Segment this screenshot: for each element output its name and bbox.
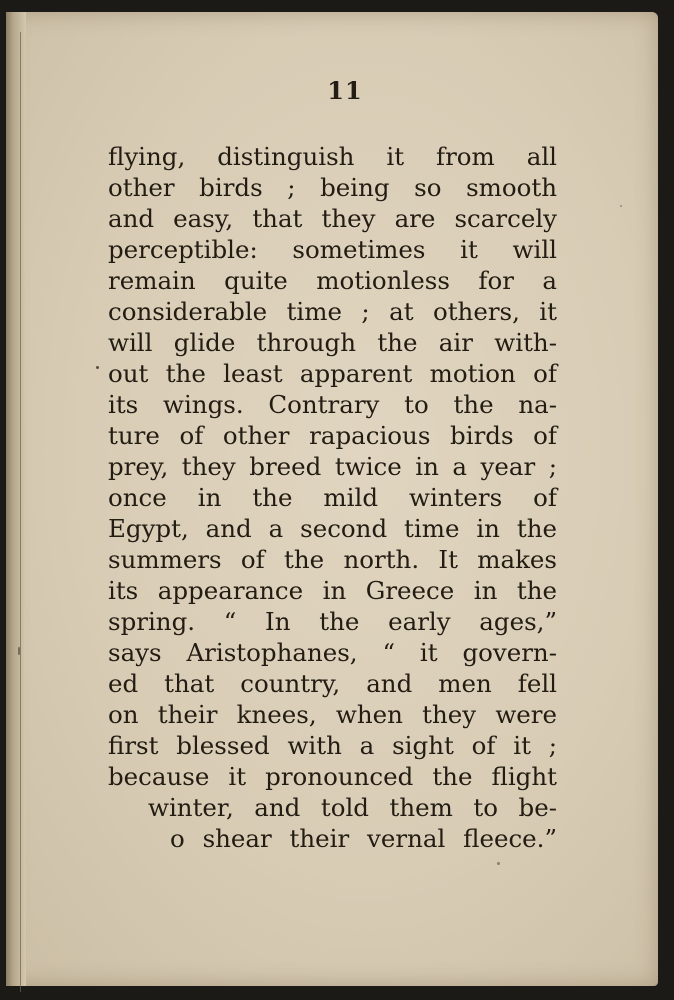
text-line: because it pronounced the flight — [108, 762, 557, 791]
text-line: perceptible: sometimes it will — [108, 235, 557, 264]
text-line: ed that country, and men fell — [108, 669, 557, 698]
gutter-fold-line — [20, 32, 21, 992]
paper-speck — [497, 862, 500, 865]
paper-speck — [620, 205, 622, 207]
text-line: ture of other rapacious birds of — [108, 421, 557, 450]
text-line: first blessed with a sight of it ; — [108, 731, 557, 760]
body-text — [108, 141, 557, 854]
text-line: on their knees, when they were — [108, 700, 557, 729]
text-line: says Aristophanes, “ it govern- — [108, 638, 557, 667]
text-line: o shear their vernal fleece.” — [170, 824, 557, 853]
page-number: 11 — [327, 76, 363, 105]
text-line: remain quite motionless for a — [108, 266, 557, 295]
book-gutter — [6, 12, 26, 986]
text-line: flying, distinguish it from all — [108, 142, 557, 171]
text-line: summers of the north. It makes — [108, 545, 557, 574]
text-line: considerable time ; at others, it — [108, 297, 557, 326]
paper-speck — [18, 647, 20, 655]
text-line: out the least apparent motion of — [108, 359, 557, 388]
text-line: will glide through the air with- — [108, 328, 557, 357]
paper-speck — [96, 366, 99, 369]
text-line: its appearance in Greece in the — [108, 576, 557, 605]
text-line: spring. “ In the early ages,” — [108, 607, 557, 636]
text-line: other birds ; being so smooth — [108, 173, 557, 202]
text-line: winter, and told them to be- — [148, 793, 557, 822]
text-line: its wings. Contrary to the na- — [108, 390, 557, 419]
text-line: Egypt, and a second time in the — [108, 514, 557, 543]
text-line: once in the mild winters of — [108, 483, 557, 512]
text-line: and easy, that they are scarcely — [108, 204, 557, 233]
text-line: prey, they breed twice in a year ; — [108, 452, 557, 481]
